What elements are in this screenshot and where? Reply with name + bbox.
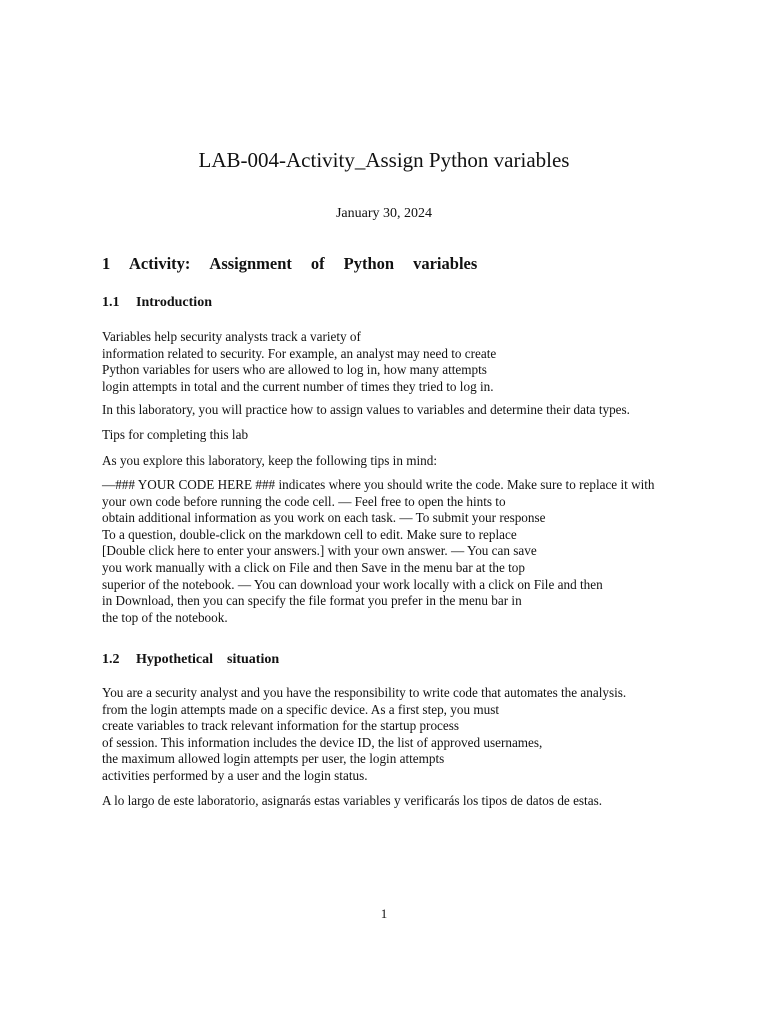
subsection-number: 1.1 (102, 295, 120, 310)
paragraph-line: the top of the notebook. (102, 609, 228, 625)
paragraph-line: —### YOUR CODE HERE ### indicates where you should write the code. Make sure to replace it with (102, 477, 655, 492)
paragraph-line: login attempts in total and the current number of times they tried to log in. (102, 378, 494, 394)
paragraph-line: in Download, then you can specify the file format you prefer in the menu bar in (102, 593, 522, 609)
hypothetical-paragraph (102, 685, 702, 785)
section-heading-activity (102, 254, 477, 274)
lab-paragraph (102, 402, 702, 419)
tips-heading (102, 427, 702, 444)
paragraph-line: you work manually with a click on File and then Save in the menu bar at the top (102, 559, 525, 575)
spanish-paragraph (102, 793, 702, 810)
subsection-number: 1.2 (102, 652, 120, 667)
paragraph-line: To a question, double-click on the markdown cell to edit. Make sure to replace (102, 526, 517, 542)
paragraph-line: superior of the notebook. — You can download your work locally with a click on File and then (102, 576, 603, 592)
paragraph-line: You are a security analyst and you have the responsibility to write code that automates the analysis. (102, 685, 627, 700)
section-title-word: Activity: (129, 254, 191, 273)
subsection-title: Hypothetical situation (136, 652, 280, 667)
subsection-title: Introduction (136, 295, 212, 310)
section-title-word: Python (343, 254, 395, 273)
paragraph-line: Python variables for users who are allowed to log in, how many attempts (102, 362, 487, 378)
paragraph-line: create variables to track relevant information for the startup process (102, 718, 460, 734)
paragraph-line: A lo largo de este laboratorio, asignarás estas variables y verificarás los tipos de datos de estas. (102, 793, 602, 808)
section-title-word: Assignment (209, 254, 292, 273)
paragraph-line: information related to security. For example, an analyst may need to create (102, 345, 497, 361)
paragraph-line: [Double click here to enter your answers.] with your own answer. — You can save (102, 543, 537, 559)
paragraph-line: the maximum allowed login attempts per user, the login attempts (102, 751, 445, 767)
subsection-heading-hypothetical (102, 652, 279, 668)
document-title: LAB-004-Activity_Assign Python variables (198, 148, 570, 172)
tips-intro (102, 453, 702, 470)
section-number: 1 (102, 254, 111, 273)
document-date: January 30, 2024 (335, 206, 433, 221)
section-title-word: of (310, 254, 325, 273)
paragraph-line: obtain additional information as you work on each task. — To submit your response (102, 510, 546, 526)
section-title-word: variables (413, 254, 478, 273)
paragraph-line: activities performed by a user and the login status. (102, 767, 368, 783)
page-number: 1 (380, 906, 388, 921)
paragraph-line: Variables help security analysts track a variety of (102, 329, 361, 344)
paragraph-line: In this laboratory, you will practice how to assign values to variables and determine their data types. (102, 402, 630, 417)
tips-paragraph (102, 477, 702, 626)
paragraph-line: Tips for completing this lab (102, 427, 249, 442)
paragraph-line: As you explore this laboratory, keep the following tips in mind: (102, 453, 438, 468)
subsection-heading-introduction (102, 295, 212, 311)
paragraph-line: from the login attempts made on a specific device. As a first step, you must (102, 701, 499, 717)
paragraph-line: of session. This information includes the device ID, the list of approved usernames, (102, 734, 543, 750)
paragraph-line: your own code before running the code cell. — Feel free to open the hints to (102, 493, 506, 509)
intro-paragraph (102, 329, 702, 395)
